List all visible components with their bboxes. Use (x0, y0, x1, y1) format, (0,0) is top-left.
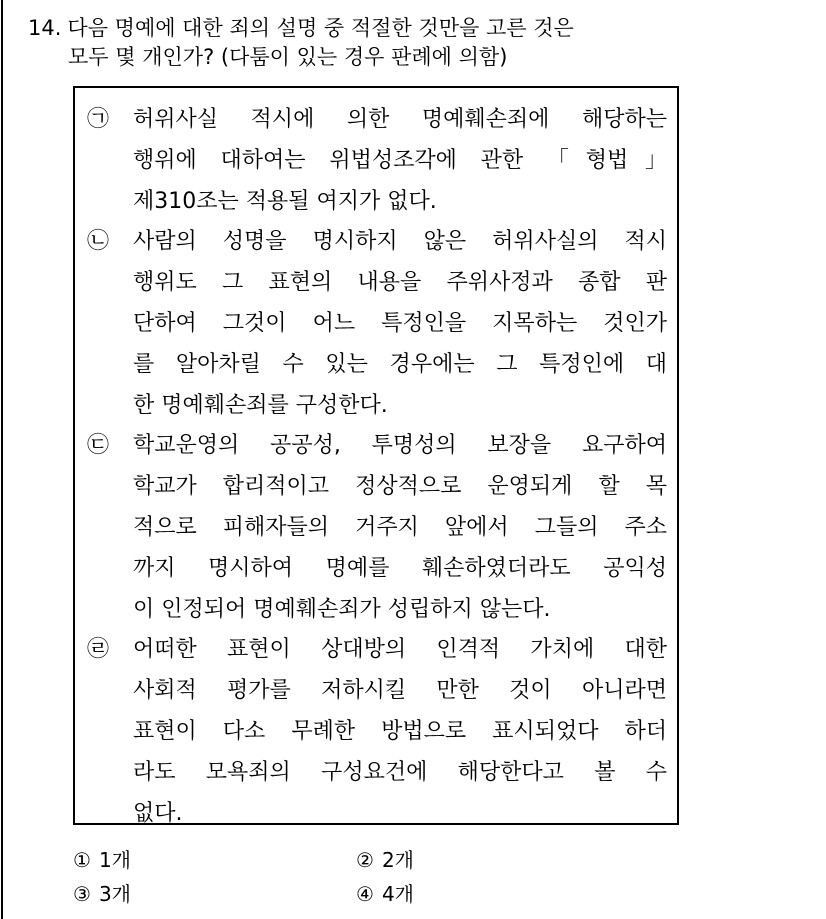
statement-line: 적으로 피해자들의 거주지 앞에서 그들의 주소 (133, 514, 667, 540)
statement-text (133, 630, 667, 834)
statement-a (87, 100, 667, 222)
statement-line: 를 알아차릴 수 있는 경우에는 그 특정인에 대 (133, 351, 667, 377)
statement-line: 이 인정되어 명예훼손죄가 성립하지 않는다. (133, 596, 551, 622)
statement-line: 없다. (133, 800, 183, 826)
choice-row (73, 877, 673, 911)
statement-line: 행위도 그 표현의 내용을 주위사정과 종합 판 (133, 270, 667, 296)
statement-marker: ㉢ (87, 433, 110, 459)
statement-line: 사람의 성명을 명시하지 않은 허위사실의 적시 (133, 229, 667, 255)
statement-line: 학교운영의 공공성, 투명성의 보장을 요구하여 (133, 433, 667, 459)
choice-2[interactable] (356, 843, 639, 877)
choice-label: 1개 (98, 848, 131, 872)
choice-number: ④ (356, 882, 374, 906)
statement-line: 단하여 그것이 어느 특정인을 지목하는 것인가 (133, 310, 667, 336)
choice-row (73, 843, 673, 877)
statement-line: 어떠한 표현이 상대방의 인격적 가치에 대한 (133, 637, 667, 663)
statement-line: 라도 모욕죄의 구성요건에 해당한다고 볼 수 (133, 759, 667, 785)
statement-text (133, 222, 667, 426)
question-line-1 (28, 14, 788, 43)
statement-line: 허위사실 적시에 의한 명예훼손죄에 해당하는 (133, 107, 667, 132)
statement-marker: ㉠ (87, 107, 110, 132)
choice-label: 2개 (381, 848, 414, 872)
statement-c (87, 426, 667, 630)
statement-list (87, 100, 667, 834)
choice-number: ① (73, 848, 91, 872)
choice-label: 3개 (98, 882, 131, 906)
answer-choices (73, 843, 673, 911)
statement-text (133, 426, 667, 630)
statement-line: 행위에 대하여는 위법성조각에 관한 「형법」 (133, 147, 667, 173)
choice-1[interactable] (73, 843, 356, 877)
statement-marker: ㉣ (87, 637, 110, 663)
choice-3[interactable] (73, 877, 356, 911)
choice-number: ③ (73, 882, 91, 906)
statement-line: 제310조는 적용될 여지가 없다. (133, 188, 437, 214)
statement-line: 표현이 다소 무례한 방법으로 표시되었다 하더 (133, 718, 667, 744)
question-number: 14. (28, 16, 62, 40)
statement-line: 한 명예훼손죄를 구성한다. (133, 392, 388, 418)
statement-text (133, 100, 667, 222)
statement-d (87, 630, 667, 834)
statement-line: 사회적 평가를 저하시킬 만한 것이 아니라면 (133, 678, 667, 704)
choice-4[interactable] (356, 877, 639, 911)
question-stem (28, 14, 788, 72)
statement-b (87, 222, 667, 426)
statement-marker: ㉡ (87, 229, 110, 255)
statements-box (73, 86, 679, 825)
statement-line: 학교가 합리적이고 정상적으로 운영되게 할 목 (133, 474, 667, 500)
question-line-2: 모두 몇 개인가? (다툼이 있는 경우 판례에 의함) (68, 45, 508, 69)
statement-line: 까지 명시하여 명예를 훼손하였더라도 공익성 (133, 555, 667, 581)
question-text-1: 다음 명예에 대한 죄의 설명 중 적절한 것만을 고른 것은 (67, 16, 574, 40)
choice-label: 4개 (381, 882, 414, 906)
page-left-rule (1, 0, 3, 919)
choice-number: ② (356, 848, 374, 872)
